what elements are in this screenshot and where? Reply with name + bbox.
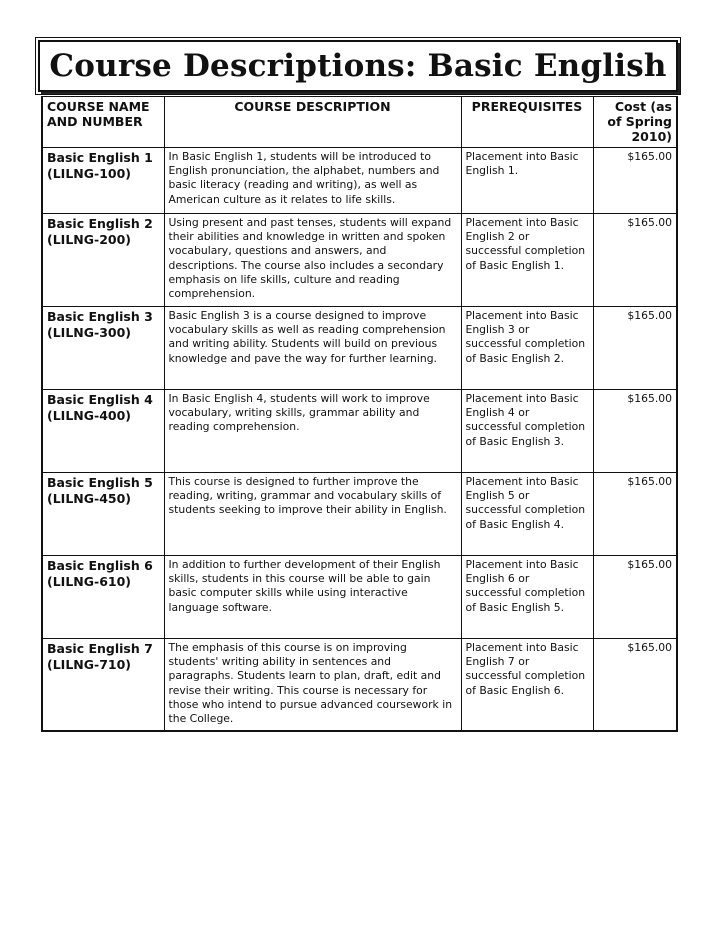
course-name: Basic English 1	[47, 150, 153, 165]
course-name-cell	[42, 390, 164, 473]
course-name-cell	[42, 148, 164, 214]
course-name-cell	[42, 473, 164, 556]
table-row	[42, 214, 677, 307]
course-code: (LILNG-710)	[47, 657, 132, 672]
course-prerequisites: Placement into Basic English 1.	[461, 148, 593, 214]
course-table	[41, 96, 678, 732]
header-name-line2: AND NUMBER	[47, 114, 143, 129]
course-cost: $165.00	[593, 639, 677, 732]
header-row	[42, 97, 677, 148]
course-name: Basic English 6	[47, 558, 153, 573]
course-code: (LILNG-200)	[47, 232, 132, 247]
course-prerequisites: Placement into Basic English 3 or successful completion of Basic English 2.	[461, 307, 593, 390]
table-row	[42, 556, 677, 639]
course-description: Using present and past tenses, students will expand their abilities and knowledge in written and spoken vocabulary, questions and answers, and descriptions. The course also includes a secondary emphasis on life skills, culture and reading comprehension.	[164, 214, 461, 307]
course-cost: $165.00	[593, 148, 677, 214]
course-cost: $165.00	[593, 307, 677, 390]
table-row	[42, 307, 677, 390]
course-name: Basic English 3	[47, 309, 153, 324]
course-description: The emphasis of this course is on improving students' writing ability in sentences and paragraphs. Students learn to plan, draft, edit and revise their writing. This course is necessary for those who intend to pursue advanced coursework in the College.	[164, 639, 461, 732]
course-code: (LILNG-610)	[47, 574, 132, 589]
table-row	[42, 473, 677, 556]
course-name-cell	[42, 214, 164, 307]
header-course-name	[42, 97, 164, 148]
header-cost-line2: of Spring	[607, 114, 672, 129]
course-name: Basic English 4	[47, 392, 153, 407]
course-code: (LILNG-400)	[47, 408, 132, 423]
course-description: Basic English 3 is a course designed to improve vocabulary skills as well as reading comprehension and writing ability. Students will build on previous knowledge and pave the way for further learning.	[164, 307, 461, 390]
course-code: (LILNG-100)	[47, 166, 132, 181]
course-name-cell	[42, 556, 164, 639]
table-row	[42, 148, 677, 214]
course-name: Basic English 2	[47, 216, 153, 231]
course-prerequisites: Placement into Basic English 4 or successful completion of Basic English 3.	[461, 390, 593, 473]
course-name: Basic English 7	[47, 641, 153, 656]
course-name-cell	[42, 639, 164, 732]
course-name: Basic English 5	[47, 475, 153, 490]
course-name-cell	[42, 307, 164, 390]
header-name-line1: COURSE NAME	[47, 99, 150, 114]
course-cost: $165.00	[593, 390, 677, 473]
course-cost: $165.00	[593, 214, 677, 307]
header-course-description: COURSE DESCRIPTION	[164, 97, 461, 148]
course-code: (LILNG-450)	[47, 491, 132, 506]
header-cost-line1: Cost (as	[614, 99, 672, 114]
course-cost: $165.00	[593, 473, 677, 556]
course-cost: $165.00	[593, 556, 677, 639]
course-prerequisites: Placement into Basic English 6 or successful completion of Basic English 5.	[461, 556, 593, 639]
course-prerequisites: Placement into Basic English 5 or successful completion of Basic English 4.	[461, 473, 593, 556]
course-prerequisites: Placement into Basic English 7 or successful completion of Basic English 6.	[461, 639, 593, 732]
course-prerequisites: Placement into Basic English 2 or successful completion of Basic English 1.	[461, 214, 593, 307]
course-description: In Basic English 1, students will be introduced to English pronunciation, the alphabet, numbers and basic literacy (reading and writing), as well as American culture as it relates to life skills.	[164, 148, 461, 214]
course-description: In Basic English 4, students will work to improve vocabulary, writing skills, grammar ability and reading comprehension.	[164, 390, 461, 473]
table-row	[42, 639, 677, 732]
table-row	[42, 390, 677, 473]
course-code: (LILNG-300)	[47, 325, 132, 340]
course-description: This course is designed to further improve the reading, writing, grammar and vocabulary skills of students seeking to improve their ability in English.	[164, 473, 461, 556]
course-description: In addition to further development of their English skills, students in this course will be able to gain basic computer skills while using interactive language software.	[164, 556, 461, 639]
page-title: Course Descriptions: Basic English	[49, 48, 667, 84]
title-box	[38, 40, 678, 92]
header-cost	[593, 97, 677, 148]
header-prerequisites: PREREQUISITES	[461, 97, 593, 148]
header-cost-line3: 2010)	[631, 129, 672, 144]
